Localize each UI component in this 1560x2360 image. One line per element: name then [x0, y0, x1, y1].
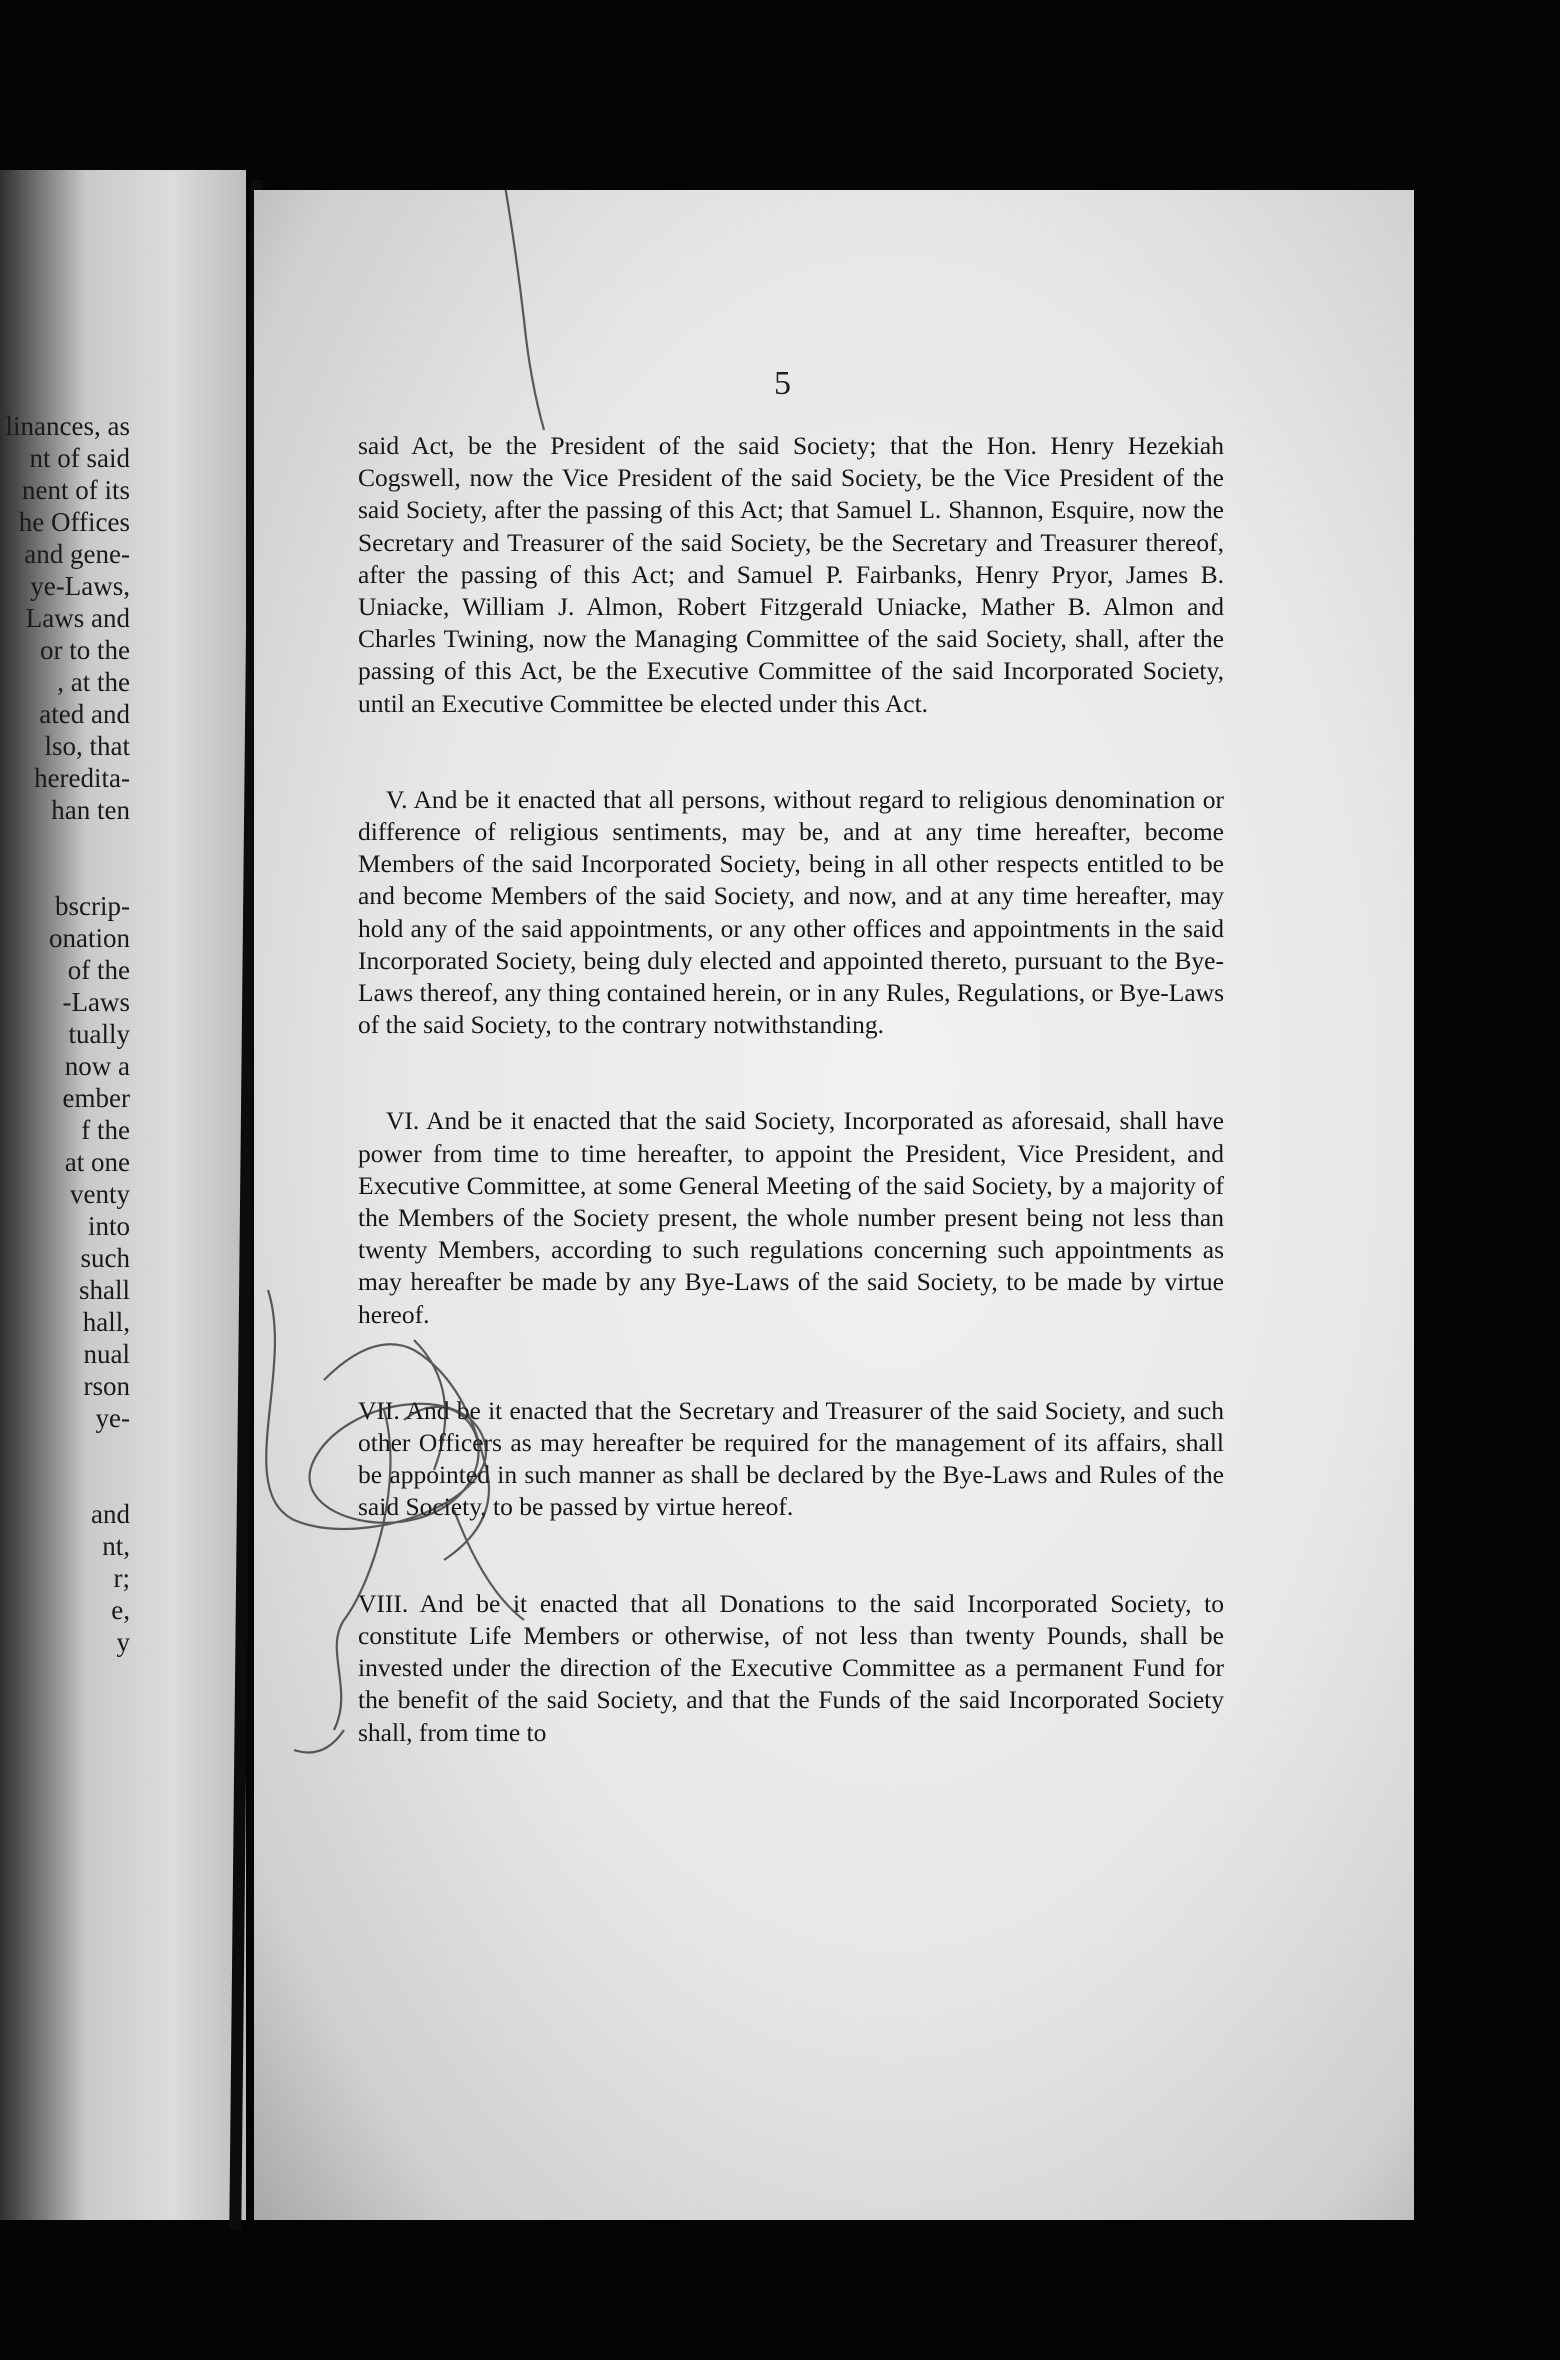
left-line: hall,	[82, 1307, 130, 1337]
left-line: nt,	[102, 1531, 130, 1561]
left-line: , at the	[57, 667, 130, 697]
left-line: e,	[111, 1595, 130, 1625]
left-line: bscrip-	[55, 891, 130, 921]
left-line: lso, that	[44, 731, 130, 761]
left-line: ye-	[95, 1403, 130, 1433]
left-line: Laws and	[25, 603, 130, 633]
section-vi: VI. And be it enacted that the said Society, Incorporated as aforesaid, shall have power from time to time hereafter, to appoint the President, Vice President, and Executive Committee, at some General Meeting of the said Society, by a majority of the Members of the Society present, the whole number present being not less than twenty Members, according to such regulations concerning such appointments as may hereafter be made by any Bye-Laws of the said Society, to be made by virtue hereof.	[358, 1106, 1224, 1329]
section-viii: VIII. And be it enacted that all Donations to the said Incorporated Society, to constitute Life Members or otherwise, of not less than twenty Pounds, shall be invested under the direction of the Executive Committee as a permanent Fund for the benefit of the said Society, and that the Funds of the said Incorporated Society shall, from time to	[358, 1588, 1224, 1747]
left-line: into	[87, 1211, 130, 1241]
section-vii: VII. And be it enacted that the Secretary and Treasurer of the said Society, and such other Officers as may hereafter be required for the management of its affairs, shall be appointed in such manner as shall be declared by the Bye-Laws and Rules of the said Society, to be passed by virtue hereof.	[358, 1395, 1224, 1522]
left-line: f the	[81, 1115, 130, 1145]
left-line: he Offices	[18, 507, 130, 537]
left-line: venty	[70, 1179, 130, 1209]
left-line: or to the	[40, 635, 130, 665]
left-line: tually	[68, 1019, 130, 1049]
left-line: heredita-	[34, 763, 130, 793]
left-line: ye-Laws,	[30, 571, 130, 601]
left-line: r;	[113, 1563, 130, 1593]
left-line	[0, 826, 130, 858]
left-line: of the	[67, 955, 130, 985]
left-line: nent of its	[22, 475, 130, 505]
left-line	[0, 1466, 130, 1498]
left-line: y	[116, 1627, 130, 1657]
section-v: V. And be it enacted that all persons, without regard to religious denomination or difference of religious sentiments, may be, and at any time hereafter, become Members of the said Incorporated Society, being in all other respects entitled to be and become Members of the said Society, and now, and at any time hereafter, may hold any of the said appointments, or any other offices and appointments in the said Incorporated Society, being duly elected and appointed thereto, pursuant to the Bye-Laws thereof, any thing contained herein, or in any Rules, Regulations, or Bye-Laws of the said Society, to the contrary notwithstanding.	[358, 784, 1224, 1040]
left-line: ember	[62, 1083, 130, 1113]
left-line: now a	[64, 1051, 130, 1081]
document-page	[254, 190, 1414, 2220]
left-line: -Laws	[62, 987, 130, 1017]
left-line: ated and	[39, 699, 130, 729]
left-line: and	[91, 1499, 130, 1529]
left-line: such	[80, 1243, 130, 1273]
left-line: nual	[83, 1339, 130, 1369]
left-line: shall	[79, 1275, 130, 1305]
page-number: 5	[774, 365, 791, 402]
left-line: han ten	[51, 795, 130, 825]
left-line: onation	[49, 923, 130, 953]
left-line: rson	[83, 1371, 130, 1401]
left-line: linances, as	[5, 411, 130, 441]
left-line	[0, 1434, 130, 1466]
left-line: nt of said	[29, 443, 130, 473]
left-line: at one	[64, 1147, 130, 1177]
left-line	[0, 858, 130, 890]
left-facing-page	[0, 170, 246, 2220]
body-text	[358, 430, 1224, 1813]
left-line: and gene-	[24, 539, 130, 569]
left-page-text	[0, 410, 130, 1658]
paragraph-continuation: said Act, be the President of the said Society; that the Hon. Henry Hezekiah Cogswell, now the Vice President of the said Society, be the Vice President of the said Society, after the passing of this Act; that Samuel L. Shannon, Esquire, now the Secretary and Treasurer of the said Society, be the Secretary and Treasurer thereof, after the passing of this Act; and Samuel P. Fairbanks, Henry Pryor, James B. Uniacke, William J. Almon, Robert Fitzgerald Uniacke, Mather B. Almon and Charles Twining, now the Managing Committee of the said Society, shall, after the passing of this Act, be the Executive Committee of the said Incorporated Society, until an Executive Committee be elected under this Act.	[358, 431, 1224, 718]
